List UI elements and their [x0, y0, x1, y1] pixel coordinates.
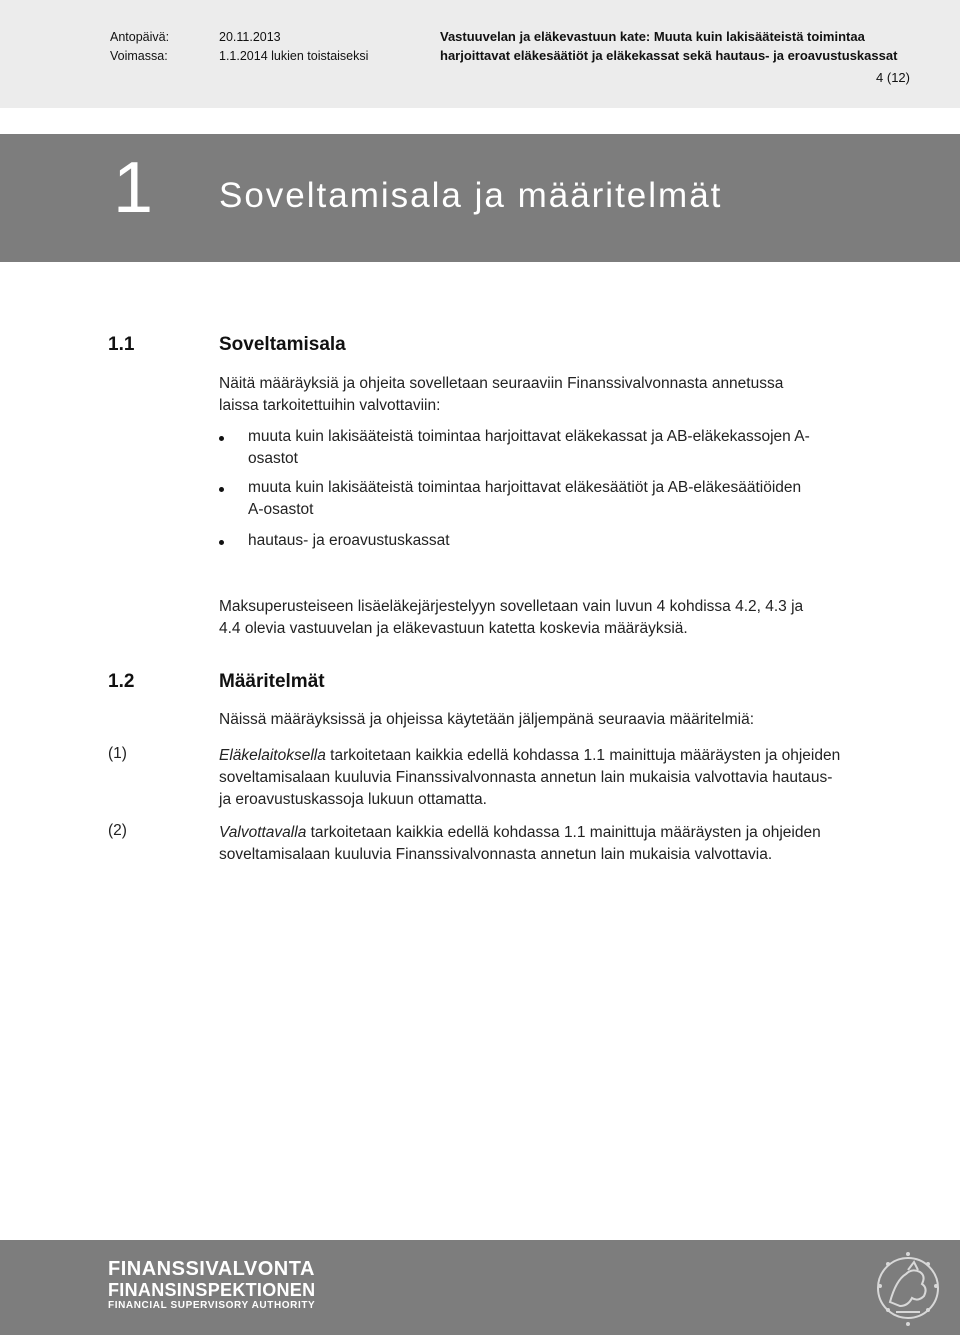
bullet-dot	[219, 487, 224, 492]
bullet-dot	[219, 540, 224, 545]
definition-2-line2: soveltamisalaan kuuluvia Finanssivalvonnasta annetun lain mukaisia valvottavia.	[219, 846, 773, 863]
section-number-1-1: 1.1	[108, 334, 135, 355]
chapter-heading-band	[0, 134, 960, 262]
definition-1-text: tarkoitetaan kaikkia edellä kohdassa 1.1 mainittuja määräysten ja ohjeiden	[325, 747, 841, 764]
definition-2-text: tarkoitetaan kaikkia edellä kohdassa 1.1 mainittuja määräysten ja ohjeiden	[306, 824, 821, 841]
definition-2-term: Valvottavalla	[219, 824, 307, 841]
section-number-1-2: 1.2	[108, 671, 135, 692]
definition-1-term: Eläkelaitoksella	[219, 747, 326, 764]
definition-1-line3: ja eroavustuskassoja lukuun ottamatta.	[219, 791, 487, 808]
lion-emblem-icon	[868, 1240, 948, 1335]
brand-name-en: FINANCIAL SUPERVISORY AUTHORITY	[108, 1300, 316, 1311]
chapter-number: 1	[113, 148, 154, 228]
issue-date-label: Antopäivä:	[110, 30, 170, 44]
bullet-1-line2: osastot	[248, 450, 298, 467]
bullet-dot	[219, 436, 224, 441]
issue-date-value: 20.11.2013	[219, 30, 281, 44]
section2-intro: Näissä määräyksissä ja ohjeissa käytetään jäljempänä seuraavia määritelmiä:	[219, 711, 754, 728]
valid-value: 1.1.2014 lukien toistaiseksi	[219, 49, 369, 63]
bullet-1-line1: muuta kuin lakisääteistä toimintaa harjoittavat eläkekassat ja AB-eläkekassojen A-	[248, 428, 810, 445]
bullet-3-line1: hautaus- ja eroavustuskassat	[248, 532, 450, 549]
section1-intro-line2: laissa tarkoitettuihin valvottaviin:	[219, 397, 441, 414]
definition-2-number: (2)	[108, 822, 127, 839]
chapter-title: Soveltamisala ja määritelmät	[219, 176, 723, 215]
page-header	[0, 0, 960, 108]
bullet-2-line1: muuta kuin lakisääteistä toimintaa harjoittavat eläkesäätiöt ja AB-eläkesäätiöiden	[248, 479, 802, 496]
brand-name-sv: FINANSINSPEKTIONEN	[108, 1280, 316, 1300]
definition-2-line1	[219, 822, 821, 844]
definition-1-number: (1)	[108, 745, 127, 762]
page-number: 4 (12)	[876, 70, 910, 85]
doc-title-line2: harjoittavat eläkesäätiöt ja eläkekassat sekä hautaus- ja eroavustuskassat	[440, 48, 898, 63]
section1-intro-line1: Näitä määräyksiä ja ohjeita sovelletaan seuraaviin Finanssivalvonnasta annetussa	[219, 375, 784, 392]
page-footer	[0, 1240, 960, 1335]
doc-title-line1: Vastuuvelan ja eläkevastuun kate: Muuta kuin lakisääteistä toimintaa	[440, 29, 865, 44]
section1-note-line1: Maksuperusteiseen lisäeläkejärjestelyyn sovelletaan vain luvun 4 kohdissa 4.2, 4.3 ja	[219, 598, 804, 615]
section1-note-line2: 4.4 olevia vastuuvelan ja eläkevastuun katetta koskevia määräyksiä.	[219, 620, 688, 637]
definition-1-line1	[219, 745, 840, 767]
section-title-1-1: Soveltamisala	[219, 334, 346, 355]
bullet-2-line2: A-osastot	[248, 501, 314, 518]
definition-1-line2: soveltamisalaan kuuluvia Finanssivalvonnasta annetun lain mukaisia valvottavia hautaus-	[219, 769, 833, 786]
brand-name-fi: FINANSSIVALVONTA	[108, 1258, 315, 1280]
valid-label: Voimassa:	[110, 49, 168, 63]
section-title-1-2: Määritelmät	[219, 671, 325, 692]
